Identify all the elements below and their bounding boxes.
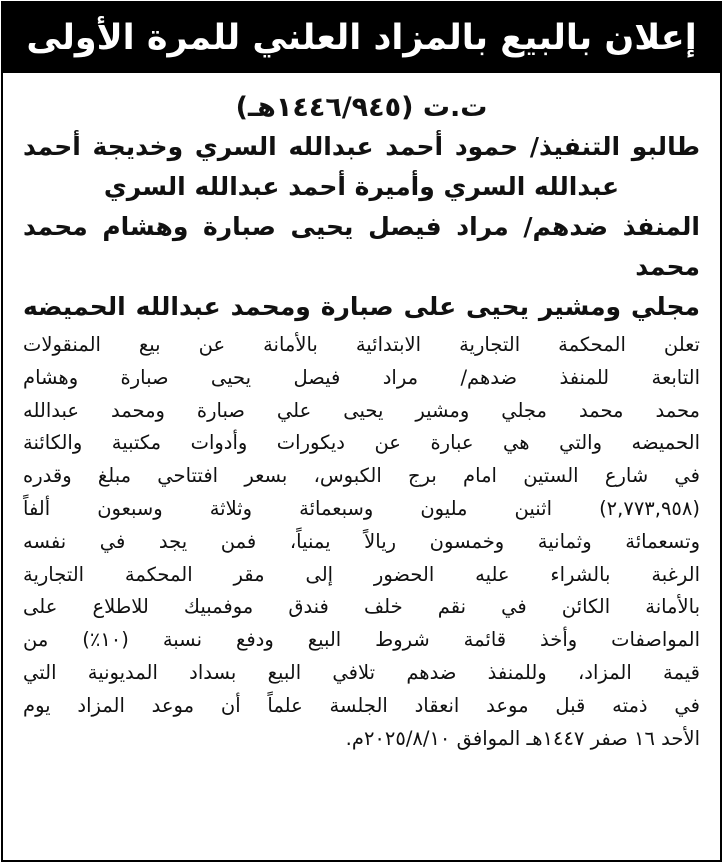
case-reference: ت.ت (١٤٤٦/٩٤٥هـ) xyxy=(235,92,488,123)
body-line: الرغبة بالشراء عليه الحضور إلى مقر المحكمة التجارية xyxy=(23,562,700,586)
body-line: محمد محمد مجلي ومشير يحيى علي صبارة ومحمد عبدالله xyxy=(23,398,700,422)
body-line-last: الأحد ١٦ صفر ١٤٤٧هـ الموافق ٢٠٢٥/٨/١٠م. xyxy=(345,726,700,750)
body-line: بالأمانة الكائن في نقم خلف فندق موفمبيك للاطلاع على xyxy=(23,595,700,619)
body-line: في شارع الستين امام برج الكبوس، بسعر افتتاحي مبلغ وقدره xyxy=(23,464,700,488)
applicants-line-1: طالبو التنفيذ/ حمود أحمد عبدالله السري وخديجة أحمد xyxy=(23,132,700,161)
body-line: (٢,٧٧٣,٩٥٨) اثنين مليون وسبعمائة وثلاثة وسبعون ألفاً xyxy=(23,496,700,520)
notice-frame xyxy=(1,1,722,862)
respondents-line-1: المنفذ ضدهم/ مراد فيصل يحيى صبارة وهشام محمد محمد xyxy=(23,212,700,281)
respondents-line-2: مجلي ومشير يحيى على صبارة ومحمد عبدالله الحميضه xyxy=(23,292,700,321)
title-banner xyxy=(3,3,720,73)
body-line: الحميضه والتي هي عبارة عن ديكورات وأدوات مكتبية والكائنة xyxy=(23,431,700,455)
notice-body xyxy=(23,329,700,755)
applicants-line-2: عبدالله السري وأميرة أحمد عبدالله السري xyxy=(103,172,620,201)
notice-title: إعلان بالبيع بالمزاد العلني للمرة الأولى xyxy=(26,18,697,58)
body-line: تعلن المحكمة التجارية الابتدائية بالأمانة عن بيع المنقولات xyxy=(23,333,700,356)
body-line: في ذمته قبل موعد انعقاد الجلسة علماً أن موعد المزاد يوم xyxy=(23,693,700,717)
body-line: التابعة للمنفذ ضدهم/ مراد فيصل يحيى صبارة وهشام xyxy=(23,365,700,389)
body-line: قيمة المزاد، وللمنفذ ضدهم تلافي البيع بسداد المديونية التي xyxy=(23,660,700,684)
body-line: المواصفات وأخذ قائمة شروط البيع ودفع نسبة (١٠٪) من xyxy=(23,628,700,652)
body-line: وتسعمائة وثمانية وخمسون ريالاً يمنياً، فمن يجد في نفسه xyxy=(23,529,700,553)
